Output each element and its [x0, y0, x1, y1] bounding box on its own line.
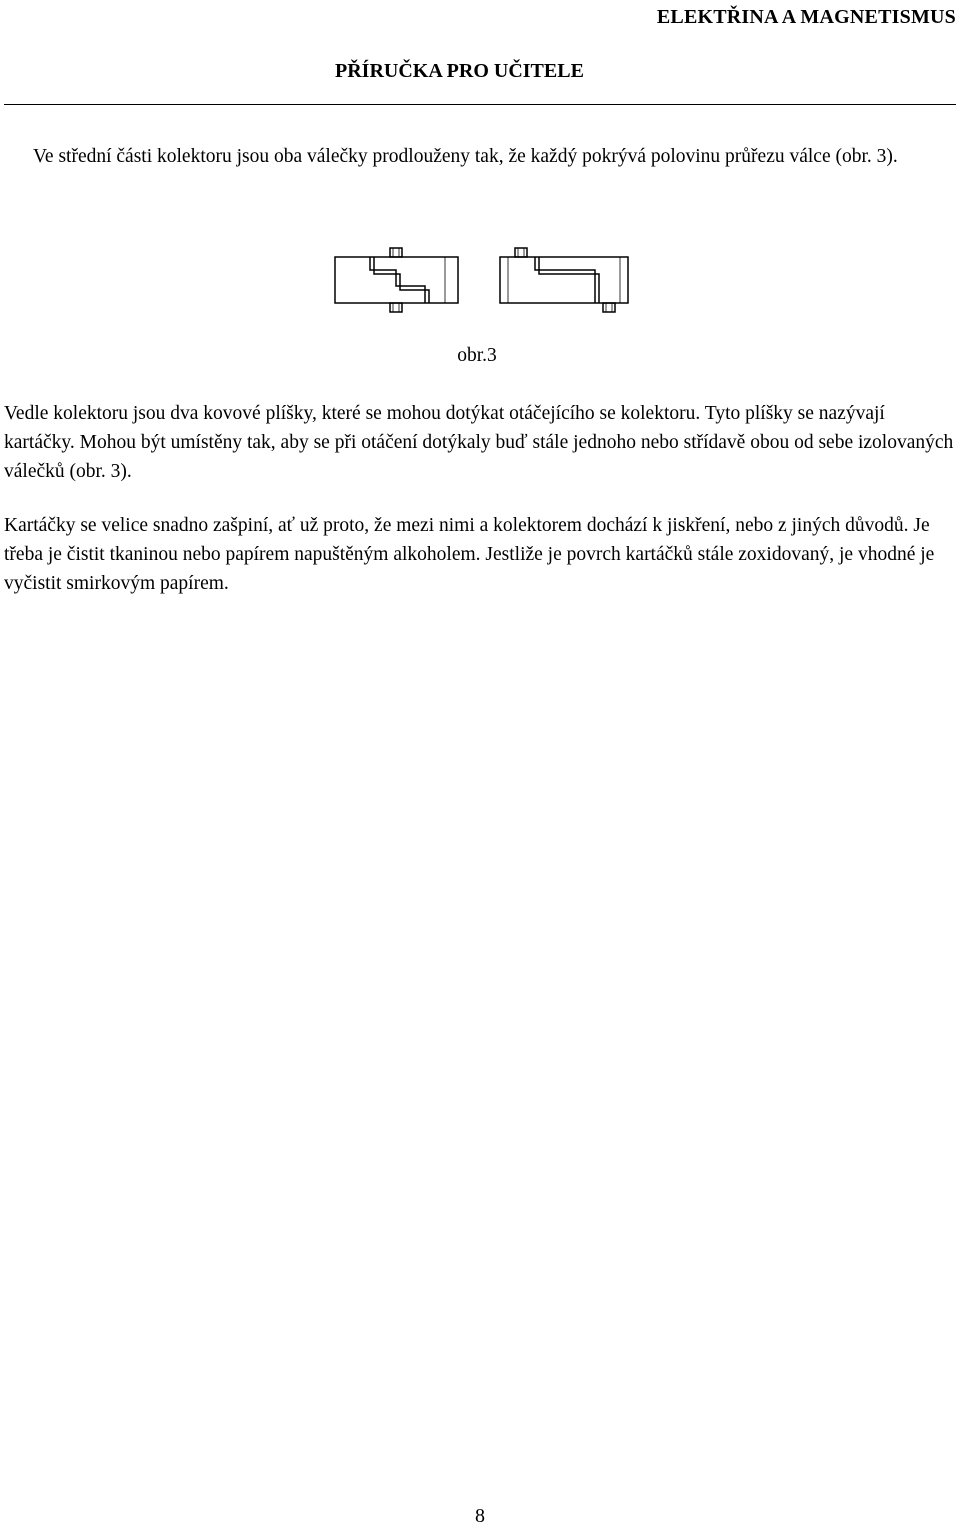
- paragraph-brushes: Vedle kolektoru jsou dva kovové plíšky, které se mohou dotýkat otáčejícího se kolektoru. Tyto plíšky se nazývají kartáčky. Mohou být umístěny tak, aby se při otáčení dotýkaly buď stále jednoho nebo střídavě obou od sebe izolovaných válečků (obr. 3).: [4, 403, 954, 482]
- paragraph-commutator-rollers: Ve střední části kolektoru jsou oba válečky prodlouženy tak, že každý pokrývá polovinu průřezu válce (obr. 3).: [33, 146, 898, 167]
- commutator-left-drawing: [335, 248, 458, 312]
- paragraph-brush-cleaning: Kartáčky se velice snadno zašpiní, ať už proto, že mezi nimi a kolektorem dochází k jiskření, nebo z jiných důvodů. Je třeba je čistit tkaninou nebo papírem napuštěným alkoholem. Jestliže je povrch kartáčků stále zoxidovaný, je vhodné je vyčistit smirkovým papírem.: [4, 515, 935, 594]
- header-title: ELEKTŘINA A MAGNETISMUS: [656, 6, 956, 28]
- commutator-right-drawing: [500, 248, 628, 312]
- header-rule: [4, 104, 956, 105]
- header-subtitle: PŘÍRUČKA PRO UČITELE: [335, 60, 584, 82]
- figure-caption: obr.3: [457, 345, 497, 366]
- commutator-figure: [330, 240, 635, 325]
- page-number: 8: [475, 1505, 485, 1527]
